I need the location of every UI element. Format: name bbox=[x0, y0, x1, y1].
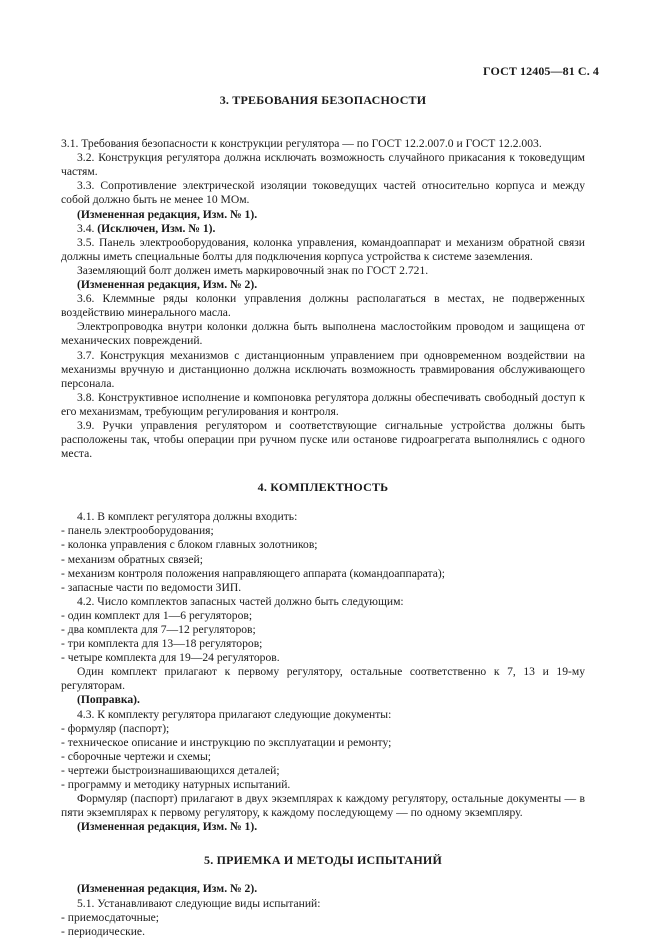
list-item: - четыре комплекта для 19—24 регуляторов. bbox=[61, 651, 280, 665]
paragraph-3-6: 3.6. Клеммные ряды колонки управления должны располагаться в местах, не подверженных воздействию минерального масла. bbox=[61, 292, 585, 320]
paragraph-3-4-text: (Исключен, Изм. № 1). bbox=[97, 221, 216, 235]
paragraph-3-2: 3.2. Конструкция регулятора должна исключать возможность случайного прикасания к токоведущим частям. bbox=[61, 151, 585, 179]
list-item: - механизм обратных связей; bbox=[61, 552, 203, 566]
paragraph-4-3: 4.3. К комплекту регулятора прилагают следующие документы: bbox=[77, 707, 392, 721]
paragraph-4-2-note: Один комплект прилагают к первому регулятору, остальные соответственно к 7, 13 и 19-му регуляторам. bbox=[61, 665, 585, 693]
list-item: - панель электрооборудования; bbox=[61, 524, 214, 538]
correction-note: (Поправка). bbox=[77, 693, 140, 707]
paragraph-4-2: 4.2. Число комплектов запасных частей должно быть следующим: bbox=[77, 594, 404, 608]
paragraph-3-5: 3.5. Панель электрооборудования, колонка управления, командоаппарат и механизм обратной связи должны иметь специальные болты для подключения корпуса устройства к системе заземления. bbox=[61, 235, 585, 263]
amendment-note: (Измененная редакция, Изм. № 2). bbox=[77, 278, 258, 292]
paragraph-3-9: 3.9. Ручки управления регулятором и соответствующие сигнальные устройства должны быть расположены так, чтобы операции при ручном пуске или останове гидроагрегата выполнялись с одного места. bbox=[61, 418, 585, 461]
section-3-heading: 3. ТРЕБОВАНИЯ БЕЗОПАСНОСТИ bbox=[219, 93, 427, 107]
paragraph-3-1-text: 3.1. Требования безопасности к конструкции регулятора — по ГОСТ 12.2.007.0 и ГОСТ 12.2.003. bbox=[61, 137, 542, 151]
paragraph-5-1: 5.1. Устанавливают следующие виды испытаний: bbox=[77, 896, 321, 910]
list-item: - механизм контроля положения направляющего аппарата (командоаппарата); bbox=[61, 566, 445, 580]
list-item: - два комплекта для 7—12 регуляторов; bbox=[61, 623, 256, 636]
amendment-note: (Измененная редакция, Изм. № 1). bbox=[77, 820, 258, 834]
list-item: - один комплект для 1—6 регуляторов; bbox=[61, 608, 253, 622]
list-item: - чертежи быстроизнашивающихся деталей; bbox=[61, 763, 280, 777]
list-item: - периодические. bbox=[61, 924, 145, 938]
section-4-heading: 4. КОМПЛЕКТНОСТЬ bbox=[257, 480, 389, 495]
paragraph-3-6-wiring: Электропроводка внутри колонки должна быть выполнена маслостойким проводом и защищена от механических повреждений. bbox=[61, 320, 585, 348]
list-item: - сборочные чертежи и схемы; bbox=[61, 749, 211, 763]
list-item: - программу и методику натурных испытаний. bbox=[61, 778, 291, 792]
list-item: - приемосдаточные; bbox=[61, 910, 160, 924]
list-5-1 bbox=[61, 911, 585, 939]
paragraph-3-4-number: 3.4. bbox=[77, 221, 95, 235]
paragraph-3-3: 3.3. Сопротивление электрической изоляции токоведущих частей относительно корпуса и между собой должно быть не менее 10 МОм. bbox=[61, 179, 585, 207]
list-item: - три комплекта для 13—18 регуляторов; bbox=[61, 637, 263, 651]
section-5-heading: 5. ПРИЕМКА И МЕТОДЫ ИСПЫТАНИЙ bbox=[204, 853, 442, 868]
paragraph-3-5-ground: Заземляющий болт должен иметь маркировочный знак по ГОСТ 2.721. bbox=[77, 263, 429, 277]
paragraph-3-1 bbox=[61, 123, 585, 151]
paragraph-4-3-note: Формуляр (паспорт) прилагают в двух экземплярах к каждому регулятору, остальные документы — в пяти экземплярах к первому регулятору, к каждому последующему — по одному экземпляру. bbox=[61, 792, 585, 820]
list-item: - запасные части по ведомости ЗИП. bbox=[61, 580, 242, 594]
paragraph-3-7: 3.7. Конструкция механизмов с дистанционным управлением при одновременном воздействии на механизмы вручную и дистанционно должна исключать возможность травмирования обслуживающего персонала. bbox=[61, 348, 585, 390]
amendment-note: (Измененная редакция, Изм. № 2). bbox=[77, 882, 258, 896]
paragraph-4-1: 4.1. В комплект регулятора должны входить: bbox=[77, 510, 298, 524]
list-item: - формуляр (паспорт); bbox=[61, 721, 170, 735]
amendment-note: (Измененная редакция, Изм. № 1). bbox=[77, 207, 258, 221]
document-body bbox=[61, 92, 585, 939]
list-4-3 bbox=[61, 722, 585, 792]
list-4-2 bbox=[61, 609, 585, 665]
page-header: ГОСТ 12405—81 С. 4 bbox=[483, 64, 599, 78]
paragraph-3-4 bbox=[61, 222, 585, 236]
list-item: - колонка управления с блоком главных золотников; bbox=[61, 538, 318, 552]
paragraph-3-8: 3.8. Конструктивное исполнение и компоновка регулятора должны обеспечивать свободный доступ к его механизмам, требующим регулирования и контроля. bbox=[61, 390, 585, 418]
list-4-1 bbox=[61, 524, 585, 594]
list-item: - техническое описание и инструкцию по эксплуатации и ремонту; bbox=[61, 735, 392, 749]
